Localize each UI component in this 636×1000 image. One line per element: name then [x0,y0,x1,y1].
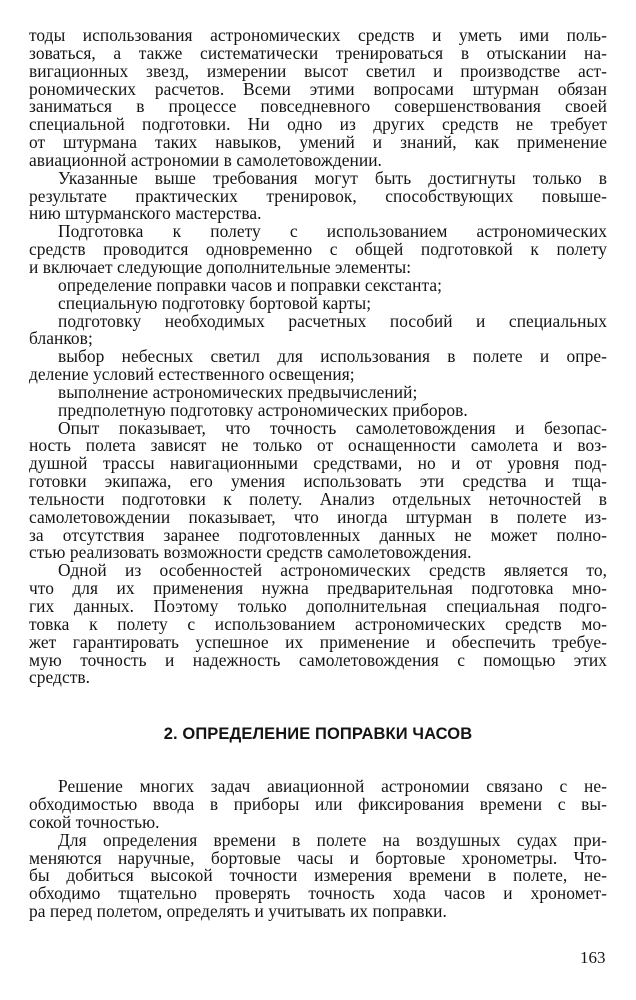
text-line: тоды использования астрономических средств и уметь ими поль- [29,25,607,45]
text-line: сокой точностью. [29,811,160,832]
text-line: зоваться, а также систематически тренироваться в отыскании на- [29,42,607,63]
text-line: вигационных звезд, измерении высот светил и производстве аст- [29,60,607,81]
text-line: выбор небесных светил для использования в полете и опре- [58,346,607,367]
text-line: средств проводится одновременно с общей подготовкой к полету [29,239,607,260]
text-line: нию штурманского мастерства. [29,203,262,224]
text-line: обходимостью ввода в приборы или фиксирования времени с вы- [29,794,607,815]
text-line: стью реализовать возможности средств самолетовождения. [29,542,472,563]
text-line: Опыт показывает, что точность самолетовождения и безопас- [58,417,607,438]
text-line: Указанные выше требования могут быть достигнуты только в [58,167,607,188]
text-line: меняются наручные, бортовые часы и бортовые хронометры. Что- [29,847,607,868]
text-line: авиационной астрономии в самолетовождении. [29,149,382,170]
text-line: жет гарантировать успешное их применение и обеспечить требуе- [29,631,607,652]
text-line: Подготовка к полету с использованием астрономических [58,221,607,242]
text-line: подготовку необходимых расчетных пособий и специальных [58,310,607,331]
body-text-after-heading [29,778,607,921]
text-line: за отсутствия заранее подготовленных данных не может полно- [29,524,607,545]
text-line: что для их применения нужна предварительная подготовка мно- [29,578,607,599]
text-line: бы добиться высокой точности измерения времени в полете, не- [29,865,607,886]
text-line: Для определения времени в полете на воздушных судах при- [58,829,607,850]
body-text-before-heading [29,27,607,687]
text-line: специальной подготовки. Ни одно из других средств не требует [29,114,607,135]
text-line: Одной из особенностей астрономических средств является то, [58,560,607,581]
text-line: мую точность и надежность самолетовождения с помощью этих [29,649,607,670]
text-line: определение поправки часов и поправки секстанта; [58,274,442,295]
text-line: и включает следующие дополнительные элементы: [29,256,412,277]
text-line: душной трассы навигационными средствами, но и от уровня под- [29,453,607,474]
page-number: 163 [580,948,606,967]
text-line: заниматься в процессе повседневного совершенствования своей [29,96,607,117]
text-line: выполнение астрономических предвычислений; [58,381,418,402]
text-line: деление условий естественного освещения; [29,364,355,385]
text-line: тельности подготовки к полету. Анализ отдельных неточностей в [29,488,607,509]
text-line: бланков; [29,328,93,349]
text-line: рономических расчетов. Всеми этими вопросами штурман обязан [29,78,607,99]
book-page [29,27,607,921]
text-line: предполетную подготовку астрономических приборов. [58,399,468,420]
text-line: товка к полету с использованием астрономических средств мо- [29,613,607,634]
text-line: ность полета зависят не только от оснащенности самолета и воз- [29,435,607,456]
section-heading: 2. ОПРЕДЕЛЕНИЕ ПОПРАВКИ ЧАСОВ [163,725,473,744]
text-line: ра перед полетом, определять и учитывать их поправки. [29,901,447,922]
text-line: средств. [29,667,91,688]
text-line: результате практических тренировок, способствующих повыше- [29,185,607,206]
text-line: обходимо тщательно проверять точность хода часов и хрономет- [29,883,607,904]
text-line: Решение многих задач авиационной астрономии связано с не- [58,776,607,797]
text-line: гих данных. Поэтому только дополнительная специальная подго- [29,596,607,616]
text-line: от штурмана таких навыков, умений и знаний, как применение [29,132,607,153]
text-line: самолетовождении показывает, что иногда штурман в полете из- [29,506,607,527]
text-line: готовки экипажа, его умения использовать эти средства и тща- [29,471,607,492]
text-line: специальную подготовку бортовой карты; [58,292,372,313]
